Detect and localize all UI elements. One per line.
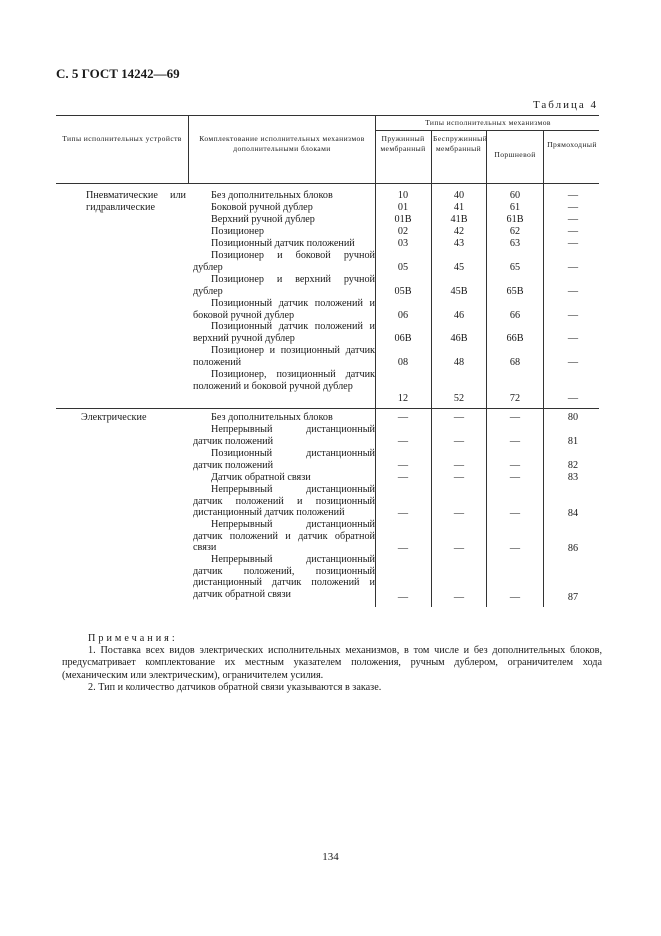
row-value-cell: 45В <box>450 286 468 297</box>
row-value-cell: — <box>567 310 579 321</box>
row-value-cell: 60 <box>509 190 521 201</box>
row-value-cell: 62 <box>509 226 521 237</box>
row-value-cell: — <box>567 393 579 404</box>
row-value-cell: — <box>453 460 465 471</box>
row-value-cell: — <box>509 412 521 423</box>
row-description-text: Датчик обратной связи <box>211 472 311 483</box>
row-description <box>193 250 375 273</box>
row-value-cell: — <box>453 472 465 483</box>
col-divider-2 <box>375 115 376 607</box>
row-value-cell: 46В <box>450 333 468 344</box>
col-header-kits: Комплектование исполнительных механизмов дополнительными блоками <box>199 134 365 153</box>
row-value-cell: — <box>509 436 521 447</box>
row-value-cell: — <box>453 592 465 603</box>
row-value-cell: 40 <box>453 190 465 201</box>
row-description <box>193 238 375 250</box>
row-value-cell: — <box>509 472 521 483</box>
row-value-cell: 68 <box>509 357 521 368</box>
row-value-cell: — <box>567 357 579 368</box>
row-value-cell: — <box>567 214 579 225</box>
col-header-piston: Поршневой <box>494 150 536 159</box>
row-description <box>193 298 375 321</box>
group-separator-rule <box>56 408 599 409</box>
row-description-text: Позиционер <box>211 226 264 237</box>
notes-block <box>62 633 602 694</box>
row-value-cell: 82 <box>567 460 579 471</box>
row-value-cell: 86 <box>567 543 579 554</box>
row-description <box>193 202 375 214</box>
table-label: Таблица 4 <box>532 99 598 111</box>
col-divider-1 <box>188 115 189 183</box>
row-description-text: Непрерывный дистанционный датчик положений <box>193 424 375 447</box>
row-value-cell: — <box>397 592 409 603</box>
row-value-cell: 61В <box>506 214 524 225</box>
row-value-cell: 87 <box>567 592 579 603</box>
row-value-cell: — <box>453 508 465 519</box>
row-value-cell: 43 <box>453 238 465 249</box>
row-description <box>193 274 375 297</box>
row-description <box>193 345 375 368</box>
row-value-cell: 01В <box>394 214 412 225</box>
row-value-cell: 06 <box>397 310 409 321</box>
row-description <box>193 190 375 202</box>
row-value-cell: 03 <box>397 238 409 249</box>
row-value-cell: — <box>397 472 409 483</box>
row-description-text: Позиционный дистанционный датчик положений <box>193 448 375 471</box>
row-description <box>193 412 375 424</box>
row-value-cell: 06В <box>394 333 412 344</box>
row-value-cell: 81 <box>567 436 579 447</box>
row-value-cell: 65 <box>509 262 521 273</box>
row-value-cell: 52 <box>453 393 465 404</box>
row-description-text: Без дополнительных блоков <box>211 190 333 201</box>
row-description-text: Непрерывный дистанционный датчик положений и позиционный дистанционный датчик положений <box>193 484 375 519</box>
col-header-springless: Беспружинный мембранный <box>433 134 488 153</box>
row-value-cell: 10 <box>397 190 409 201</box>
row-value-cell: 65В <box>506 286 524 297</box>
col-header-types: Типы исполнительных устройств <box>62 134 182 143</box>
row-description <box>193 369 375 392</box>
row-value-cell: — <box>509 508 521 519</box>
row-value-cell: 84 <box>567 508 579 519</box>
page-header: С. 5 ГОСТ 14242—69 <box>56 66 180 81</box>
row-value-cell: 46 <box>453 310 465 321</box>
row-value-cell: — <box>567 226 579 237</box>
row-value-cell: 45 <box>453 262 465 273</box>
row-value-cell: 48 <box>453 357 465 368</box>
row-description-text: Позиционер, позиционный датчик положений и боковой ручной дублер <box>193 369 375 392</box>
row-value-cell: 63 <box>509 238 521 249</box>
row-value-cell: 41В <box>450 214 468 225</box>
row-description-text: Позиционер и верхний ручной дублер <box>193 274 375 297</box>
table-top-rule <box>56 115 599 116</box>
row-value-cell: 42 <box>453 226 465 237</box>
row-description <box>193 226 375 238</box>
row-value-cell: — <box>453 543 465 554</box>
row-value-cell: — <box>397 543 409 554</box>
row-value-cell: — <box>509 592 521 603</box>
row-value-cell: — <box>397 412 409 423</box>
row-value-cell: — <box>509 460 521 471</box>
row-value-cell: — <box>453 436 465 447</box>
col-divider-4 <box>486 130 487 607</box>
row-description-text: Позиционный датчик положений и боковой ручной дублер <box>193 298 375 321</box>
row-value-cell: 83 <box>567 472 579 483</box>
group-type-pneumatic: Пневматические или гидравлические <box>86 190 186 213</box>
note-1: 1. Поставка всех видов электрических исполнительных механизмов, в том числе и без дополнительных блоков, предусматривает комплектование их местным указателем положения, ручным дублером, ограничителем хода (механическим или электрическим), ограничителем усилия. <box>62 645 602 681</box>
row-description <box>193 424 375 447</box>
row-description-text: Позиционный датчик положений <box>211 238 355 249</box>
row-value-cell: — <box>567 262 579 273</box>
row-value-cell: 41 <box>453 202 465 213</box>
notes-title: Примечания: <box>88 633 178 644</box>
row-description <box>193 554 375 600</box>
col-divider-5 <box>543 130 544 607</box>
row-value-cell: 05В <box>394 286 412 297</box>
note-2: 2. Тип и количество датчиков обратной связи указываются в заказе. <box>88 681 382 693</box>
row-description-text: Без дополнительных блоков <box>211 412 333 423</box>
row-value-cell: 72 <box>509 393 521 404</box>
row-value-cell: — <box>453 412 465 423</box>
row-description <box>193 321 375 344</box>
row-value-cell: — <box>567 190 579 201</box>
row-value-cell: — <box>397 508 409 519</box>
row-description <box>193 214 375 226</box>
row-value-cell: — <box>397 460 409 471</box>
row-value-cell: — <box>567 286 579 297</box>
page-number: 134 <box>322 851 339 863</box>
header-bottom-rule <box>56 183 599 184</box>
row-value-cell: 08 <box>397 357 409 368</box>
row-value-cell: — <box>567 202 579 213</box>
row-description-text: Непрерывный дистанционный датчик положений и датчик обратной связи <box>193 519 375 554</box>
row-value-cell: — <box>509 543 521 554</box>
row-value-cell: — <box>567 238 579 249</box>
row-value-cell: 66В <box>506 333 524 344</box>
col-header-direct: Прямоходный <box>547 140 597 149</box>
row-value-cell: 05 <box>397 262 409 273</box>
row-value-cell: 61 <box>509 202 521 213</box>
row-value-cell: — <box>397 436 409 447</box>
row-value-cell: 80 <box>567 412 579 423</box>
row-value-cell: 01 <box>397 202 409 213</box>
group-type-electric: Электрические <box>81 412 147 423</box>
row-description-text: Позиционный датчик положений и верхний ручной дублер <box>193 321 375 344</box>
col-header-spring: Пружинный мембранный <box>380 134 426 153</box>
row-value-cell: — <box>567 333 579 344</box>
row-value-cell: 02 <box>397 226 409 237</box>
row-description <box>193 448 375 471</box>
group-header-rule <box>375 130 599 131</box>
row-description-text: Позиционер и позиционный датчик положений <box>193 345 375 368</box>
row-description <box>193 519 375 554</box>
row-description <box>193 472 375 484</box>
row-value-cell: 12 <box>397 393 409 404</box>
row-description-text: Непрерывный дистанционный датчик положений, позиционный дистанционный датчик положений и датчик обратной связи <box>193 554 375 600</box>
row-description <box>193 484 375 519</box>
row-description-text: Боковой ручной дублер <box>211 202 313 213</box>
col-header-group: Типы исполнительных механизмов <box>425 118 551 127</box>
row-description-text: Верхний ручной дублер <box>211 214 315 225</box>
row-description-text: Позиционер и боковой ручной дублер <box>193 250 375 273</box>
row-value-cell: 66 <box>509 310 521 321</box>
col-divider-3 <box>431 130 432 607</box>
